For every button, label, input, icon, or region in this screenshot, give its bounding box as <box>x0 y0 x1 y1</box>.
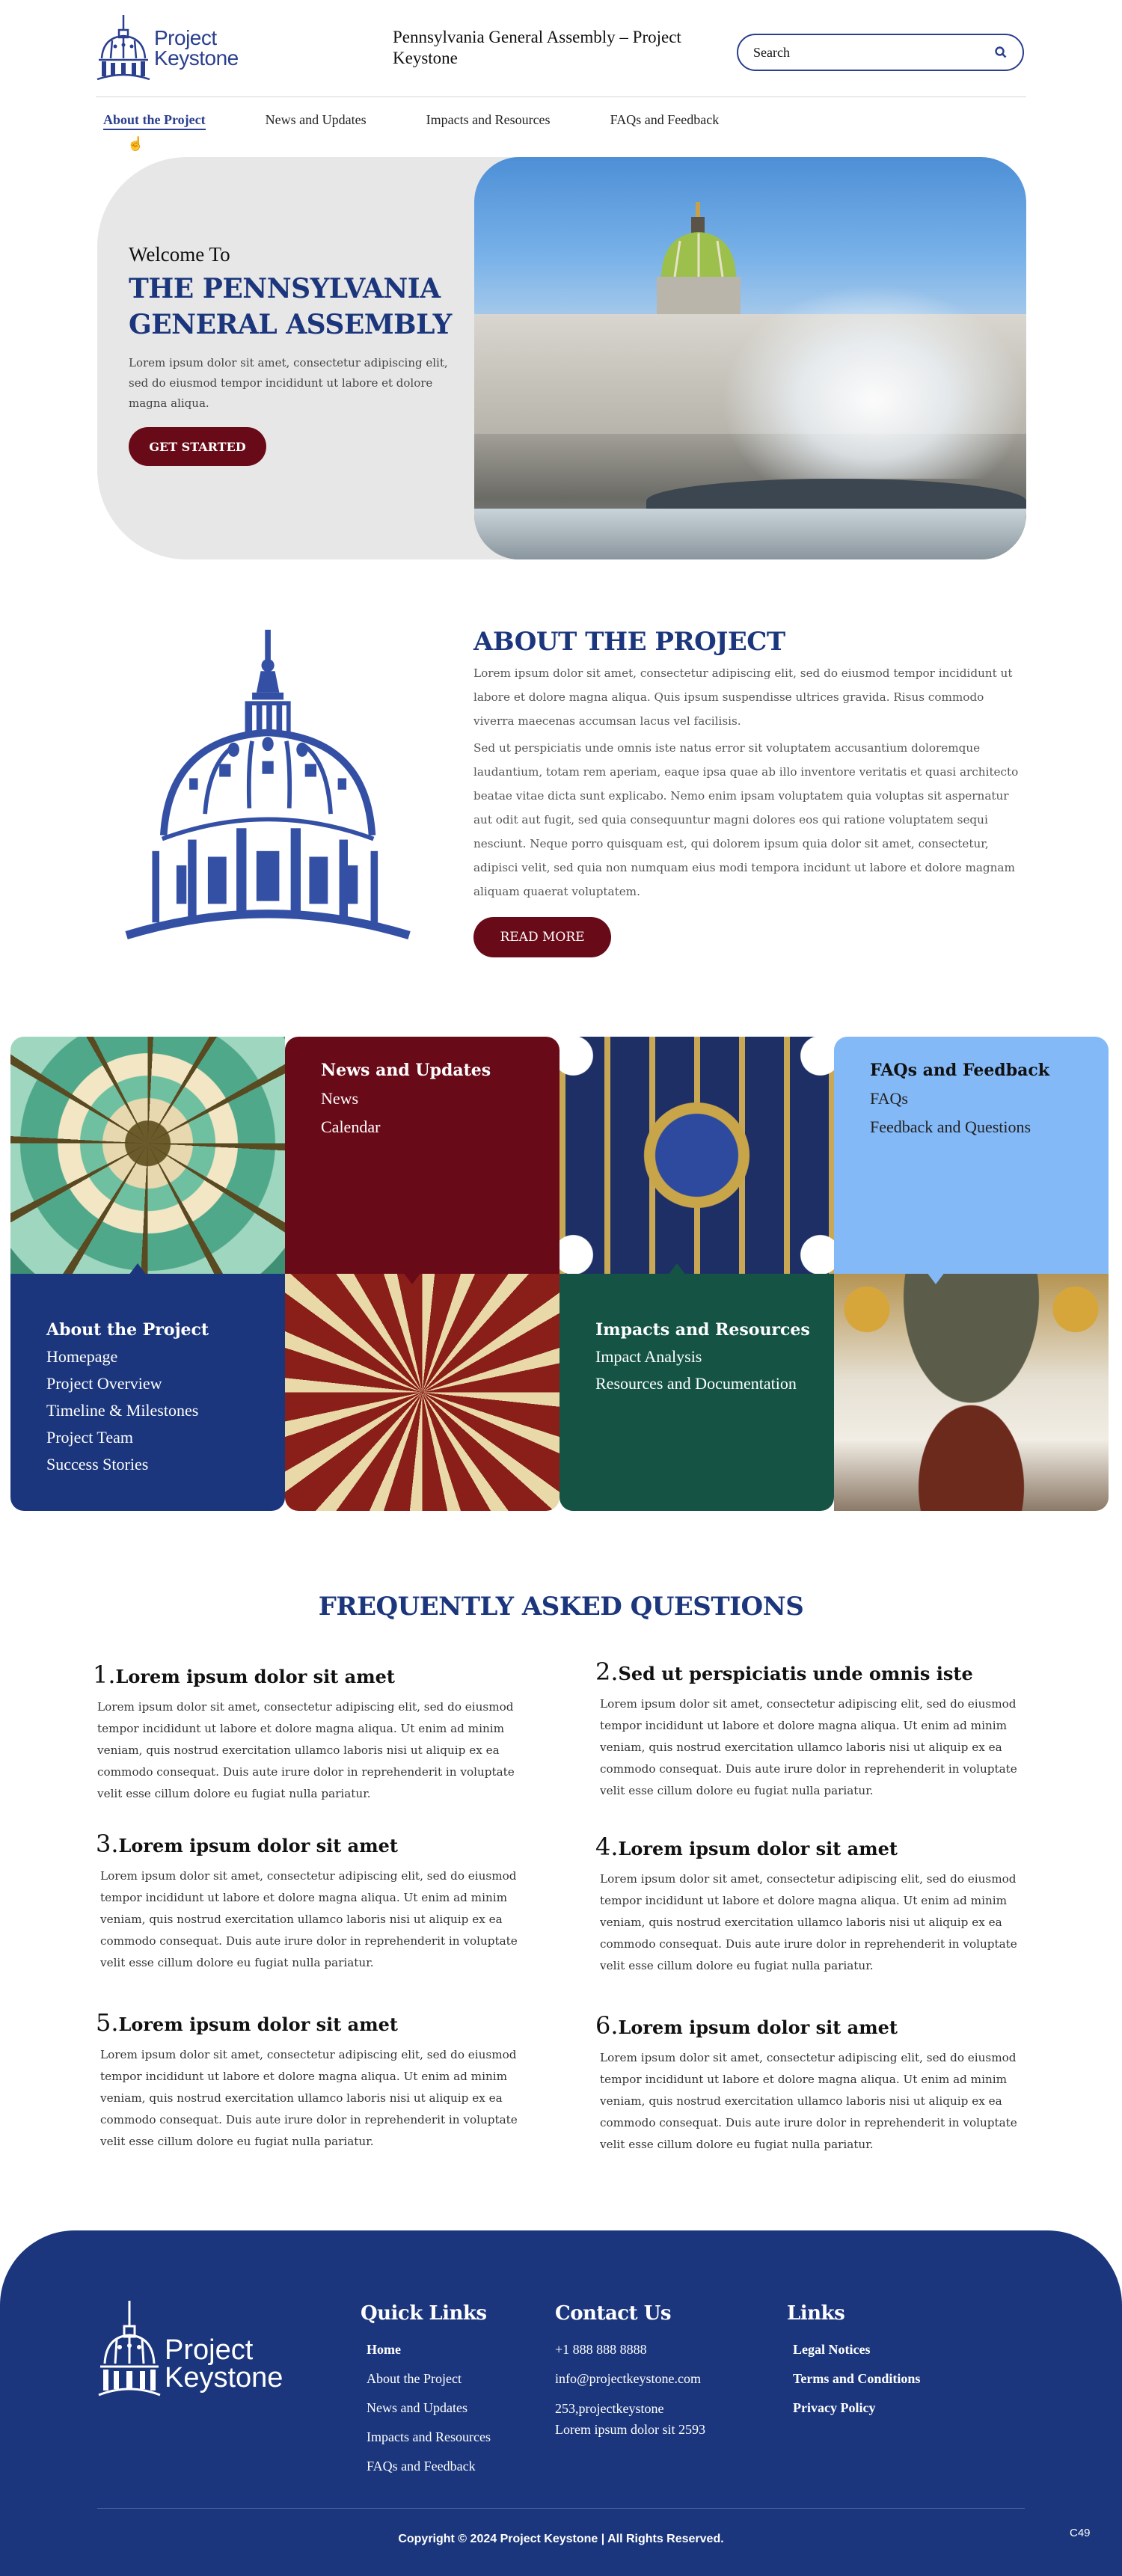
card-link-calendar[interactable]: Calendar <box>321 1117 381 1136</box>
rotunda-ceiling-image <box>285 1274 560 1511</box>
contact-email[interactable]: info@projectkeystone.com <box>555 2371 702 2386</box>
faq-question: Lorem ipsum dolor sit amet <box>118 1835 398 1856</box>
page-code: C49 <box>1070 2527 1091 2539</box>
faq-answer: Lorem ipsum dolor sit amet, consectetur adipiscing elit, sed do eiusmod tempor incididunt ut labore et dolore magna aliqua. Ut enim ad minim veniam, quis nostrud exercitation ullamco laboris nisi ut aliquip ex ea commodo consequat. Duis aute irure dolor in reprehenderit in voluptate velit esse cillum dolore eu fugiat nulla pariatur. <box>600 2051 1017 2151</box>
card-link-resources-documentation[interactable]: Resources and Documentation <box>595 1374 797 1393</box>
get-started-button[interactable]: GET STARTED <box>129 427 266 466</box>
card-title: FAQs and Feedback <box>870 1061 1049 1080</box>
footer-link-faqs[interactable]: FAQs and Feedback <box>367 2459 476 2474</box>
faq-answer: Lorem ipsum dolor sit amet, consectetur adipiscing elit, sed do eiusmod tempor incididunt ut labore et dolore magna aliqua. Ut enim ad minim veniam, quis nostrud exercitation ullamco laboris nisi ut aliquip ex ea commodo consequat. Duis aute irure dolor in reprehenderit in voluptate velit esse cillum dolore eu fugiat nulla pariatur. <box>600 1697 1017 1797</box>
faq-answer: Lorem ipsum dolor sit amet, consectetur adipiscing elit, sed do eiusmod tempor incididunt ut labore et dolore magna aliqua. Ut enim ad minim veniam, quis nostrud exercitation ullamco laboris nisi ut aliquip ex ea commodo consequat. Duis aute irure dolor in reprehenderit in voluptate velit esse cillum dolore eu fugiat nulla pariatur. <box>97 1700 515 1800</box>
hero-welcome: Welcome To <box>129 243 230 266</box>
stained-glass-dome-image <box>10 1037 285 1274</box>
footer-contact <box>555 2302 705 2440</box>
faq-question: Lorem ipsum dolor sit amet <box>618 1838 898 1859</box>
search-input[interactable] <box>753 45 994 61</box>
nav-news-and-updates[interactable]: News and Updates <box>265 112 367 127</box>
capitol-dome-illustration <box>112 621 426 950</box>
footer-link-about[interactable]: About the Project <box>367 2371 462 2386</box>
card-title: About the Project <box>46 1320 209 1340</box>
faq-answer: Lorem ipsum dolor sit amet, consectetur adipiscing elit, sed do eiusmod tempor incididunt ut labore et dolore magna aliqua. Ut enim ad minim veniam, quis nostrud exercitation ullamco laboris nisi ut aliquip ex ea commodo consequat. Duis aute irure dolor in reprehenderit in voluptate velit esse cillum dolore eu fugiat nulla pariatur. <box>100 2048 518 2148</box>
faq-item-3: 3. Lorem ipsum dolor sit amet Lorem ipsum dolor sit amet, consectetur adipiscing elit, sed do eiusmod tempor incididunt ut labore et dolore magna aliqua. Ut enim ad minim veniam, quis nostrud exercitation ullamco laboris nisi ut aliquip ex ea commodo consequat. Duis aute irure dolor in reprehenderit in voluptate velit esse cillum dolore eu fugiat nulla pariatur. <box>96 1830 530 1974</box>
site-logo[interactable] <box>96 13 239 82</box>
hand-cursor-icon: ☝ <box>127 136 144 152</box>
read-more-button[interactable]: READ MORE <box>473 917 611 957</box>
faq-question: Sed ut perspiciatis unde omnis iste <box>618 1663 973 1684</box>
faq-item-1: 1. Lorem ipsum dolor sit amet Lorem ipsum dolor sit amet, consectetur adipiscing elit, sed do eiusmod tempor incididunt ut labore et dolore magna aliqua. Ut enim ad minim veniam, quis nostrud exercitation ullamco laboris nisi ut aliquip ex ea commodo consequat. Duis aute irure dolor in reprehenderit in voluptate velit esse cillum dolore eu fugiat nulla pariatur. <box>93 1660 527 1805</box>
site-footer <box>0 2230 1122 2576</box>
hero-text <box>129 243 458 466</box>
copyright-text: Copyright © 2024 Project Keystone | All Rights Reserved. <box>398 2533 724 2545</box>
site-header <box>96 0 1026 97</box>
contact-address-line2: Lorem ipsum dolor sit 2593 <box>555 2422 705 2437</box>
card-link-project-team[interactable]: Project Team <box>46 1428 133 1447</box>
hero-description: Lorem ipsum dolor sit amet, consectetur adipiscing elit, sed do eiusmod tempor incididunt ut labore et dolore magna aliqua. <box>129 356 448 410</box>
about-section <box>473 627 1027 957</box>
faq-question: Lorem ipsum dolor sit amet <box>118 2014 398 2035</box>
footer-link-privacy[interactable]: Privacy Policy <box>793 2400 876 2415</box>
links-title: Links <box>787 2302 845 2325</box>
capitol-dome-icon <box>96 13 151 82</box>
card-faqs-and-feedback[interactable] <box>834 1037 1109 1274</box>
footer-divider <box>97 2508 1025 2509</box>
footer-link-legal-notices[interactable]: Legal Notices <box>793 2342 871 2357</box>
footer-links <box>787 2302 920 2423</box>
card-about-the-project[interactable] <box>10 1274 285 1511</box>
nav-about-the-project[interactable]: About the Project <box>103 112 206 130</box>
faq-item-2: 2. Sed ut perspiciatis unde omnis iste Lorem ipsum dolor sit amet, consectetur adipiscing elit, sed do eiusmod tempor incididunt ut labore et dolore magna aliqua. Ut enim ad minim veniam, quis nostrud exercitation ullamco laboris nisi ut aliquip ex ea commodo consequat. Duis aute irure dolor in reprehenderit in voluptate velit esse cillum dolore eu fugiat nulla pariatur. <box>595 1657 1029 1802</box>
about-paragraph-2: Sed ut perspiciatis unde omnis iste natus error sit voluptatem accusantium doloremque laudantium, totam rem aperiam, eaque ipsa quae ab illo inventore veritatis et quasi architecto beatae vitae dicta sunt explicabo. Nemo enim ipsam voluptatem quia voluptas sit aspernatur aut odit aut fugit, sed quia consequuntur magni dolores eos qui ratione voluptatem sequi nesciunt. Neque porro quisquam est, qui dolorem ipsum quia dolor sit amet, consectetur, adipisci velit, sed quia non numquam eius modi tempora incidunt ut labore et dolore magnam aliquam quaerat voluptatem. <box>473 741 1019 898</box>
about-title: ABOUT THE PROJECT <box>473 627 785 657</box>
nav-faqs-and-feedback[interactable]: FAQs and Feedback <box>610 112 720 127</box>
card-link-project-overview[interactable]: Project Overview <box>46 1374 162 1393</box>
about-paragraph-1: Lorem ipsum dolor sit amet, consectetur adipiscing elit, sed do eiusmod tempor incididunt ut labore et dolore magna aliqua. Quis ipsum suspendisse ultrices gravida. Risus commodo viverra maecenas accumsan lacus vel facilisis. <box>473 666 1013 728</box>
footer-quick-links <box>361 2302 491 2481</box>
card-link-impact-analysis[interactable]: Impact Analysis <box>595 1347 702 1366</box>
capitol-fountain-image <box>474 157 1026 559</box>
card-link-homepage[interactable]: Homepage <box>46 1347 118 1366</box>
contact-address-line1: 253,projectkeystone <box>555 2401 664 2416</box>
faq-title: FREQUENTLY ASKED QUESTIONS <box>318 1592 804 1622</box>
search-icon[interactable] <box>994 46 1008 59</box>
nav-impacts-and-resources[interactable]: Impacts and Resources <box>426 112 551 127</box>
faq-question: Lorem ipsum dolor sit amet <box>618 2017 898 2038</box>
faq-answer: Lorem ipsum dolor sit amet, consectetur adipiscing elit, sed do eiusmod tempor incididunt ut labore et dolore magna aliqua. Ut enim ad minim veniam, quis nostrud exercitation ullamco laboris nisi ut aliquip ex ea commodo consequat. Duis aute irure dolor in reprehenderit in voluptate velit esse cillum dolore eu fugiat nulla pariatur. <box>100 1869 518 1969</box>
faq-answer: Lorem ipsum dolor sit amet, consectetur adipiscing elit, sed do eiusmod tempor incididunt ut labore et dolore magna aliqua. Ut enim ad minim veniam, quis nostrud exercitation ullamco laboris nisi ut aliquip ex ea commodo consequat. Duis aute irure dolor in reprehenderit in voluptate velit esse cillum dolore eu fugiat nulla pariatur. <box>600 1872 1017 1972</box>
capitol-dome-icon <box>97 2299 162 2398</box>
card-impacts-and-resources[interactable] <box>560 1274 834 1511</box>
capitol-interior-image <box>834 1274 1109 1511</box>
logo-text: Project Keystone <box>154 26 239 70</box>
card-title: News and Updates <box>321 1061 491 1080</box>
contact-title: Contact Us <box>555 2302 671 2325</box>
contact-phone[interactable]: +1 888 888 8888 <box>555 2342 647 2357</box>
card-link-faqs[interactable]: FAQs <box>870 1089 908 1108</box>
category-grid <box>10 1037 1109 1511</box>
card-link-feedback-questions[interactable]: Feedback and Questions <box>870 1117 1031 1136</box>
faq-item-6: 6. Lorem ipsum dolor sit amet Lorem ipsum dolor sit amet, consectetur adipiscing elit, sed do eiusmod tempor incididunt ut labore et dolore magna aliqua. Ut enim ad minim veniam, quis nostrud exercitation ullamco laboris nisi ut aliquip ex ea commodo consequat. Duis aute irure dolor in reprehenderit in voluptate velit esse cillum dolore eu fugiat nulla pariatur. <box>595 2011 1029 2156</box>
quick-links-title: Quick Links <box>361 2302 487 2325</box>
search-box[interactable] <box>737 34 1024 71</box>
main-nav <box>103 112 779 130</box>
card-link-timeline-milestones[interactable]: Timeline & Milestones <box>46 1401 199 1420</box>
faq-item-5: 5. Lorem ipsum dolor sit amet Lorem ipsum dolor sit amet, consectetur adipiscing elit, sed do eiusmod tempor incididunt ut labore et dolore magna aliqua. Ut enim ad minim veniam, quis nostrud exercitation ullamco laboris nisi ut aliquip ex ea commodo consequat. Duis aute irure dolor in reprehenderit in voluptate velit esse cillum dolore eu fugiat nulla pariatur. <box>96 2008 530 2153</box>
card-title: Impacts and Resources <box>595 1320 810 1340</box>
footer-logo-text: Project Keystone <box>165 2334 283 2393</box>
ornate-ceiling-image <box>560 1037 834 1274</box>
footer-link-impacts[interactable]: Impacts and Resources <box>367 2429 491 2444</box>
footer-link-home[interactable]: Home <box>367 2342 401 2357</box>
faq-item-4: 4. Lorem ipsum dolor sit amet Lorem ipsum dolor sit amet, consectetur adipiscing elit, sed do eiusmod tempor incididunt ut labore et dolore magna aliqua. Ut enim ad minim veniam, quis nostrud exercitation ullamco laboris nisi ut aliquip ex ea commodo consequat. Duis aute irure dolor in reprehenderit in voluptate velit esse cillum dolore eu fugiat nulla pariatur. <box>595 1833 1029 1977</box>
card-link-news[interactable]: News <box>321 1089 359 1108</box>
card-news-and-updates[interactable] <box>285 1037 560 1274</box>
site-title: Pennsylvania General Assembly – Project Keystone <box>393 28 681 67</box>
footer-link-terms[interactable]: Terms and Conditions <box>793 2371 921 2386</box>
hero-title: THE PENNSYLVANIA GENERAL ASSEMBLY <box>129 273 452 340</box>
footer-logo[interactable] <box>97 2299 283 2398</box>
faq-question: Lorem ipsum dolor sit amet <box>115 1666 395 1687</box>
card-link-success-stories[interactable]: Success Stories <box>46 1455 149 1473</box>
footer-link-news[interactable]: News and Updates <box>367 2400 468 2415</box>
hero-section <box>97 157 1026 559</box>
